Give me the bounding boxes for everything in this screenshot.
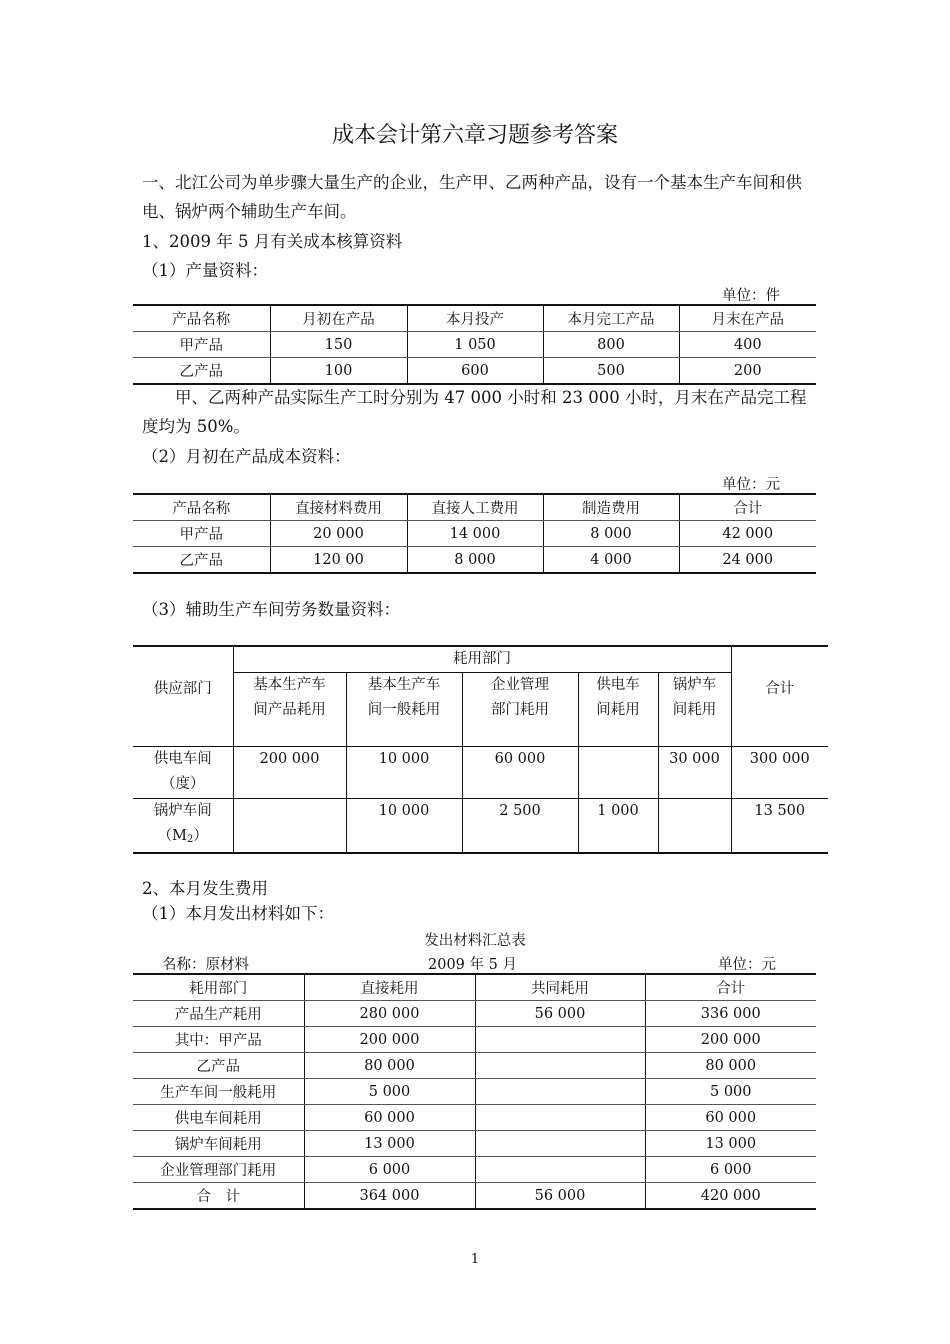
table-row <box>133 1079 816 1105</box>
table-cell: 13 500 <box>731 799 828 854</box>
table-row <box>133 358 816 385</box>
table-cell: 10 000 <box>346 799 462 854</box>
table-header-row <box>133 646 828 673</box>
table-cell: 56 000 <box>475 1001 645 1027</box>
table-cell <box>475 1027 645 1053</box>
table-row <box>133 332 816 358</box>
header-cell: 锅炉车 间耗用 <box>658 673 731 747</box>
table-cell <box>475 1105 645 1131</box>
table-cell: 200 000 <box>233 747 346 799</box>
subsection-4-heading: （1）本月发出材料如下： <box>142 904 334 923</box>
table-cell: 60 000 <box>645 1105 816 1131</box>
header-cell: 产品名称 <box>133 305 270 332</box>
header-cell: 共同耗用 <box>475 974 645 1001</box>
consuming-department-header: 耗用部门 <box>233 646 731 673</box>
materials-date-label: 2009 年 5 月 <box>428 957 517 973</box>
table-cell: 乙产品 <box>133 1053 304 1079</box>
table-cell: 200 <box>679 358 816 385</box>
table-cell: 400 <box>679 332 816 358</box>
section-1-heading: 1、2009 年 5 月有关成本核算资料 <box>142 232 403 251</box>
header-cell: 月末在产品 <box>679 305 816 332</box>
table-cell: 150 <box>270 332 407 358</box>
table-row <box>133 1105 816 1131</box>
total-header: 合计 <box>731 646 828 747</box>
opening-wip-cost-table <box>133 493 816 574</box>
table-cell <box>658 799 731 854</box>
table-cell: 生产车间一般耗用 <box>133 1079 304 1105</box>
table-cell: 乙产品 <box>133 358 270 385</box>
table-header-row <box>133 494 816 521</box>
table-cell: 14 000 <box>407 521 543 547</box>
table-cell: 锅炉车间 $(M_2)$ <box>133 799 233 854</box>
header-cell: 月初在产品 <box>270 305 407 332</box>
table-cell <box>475 1157 645 1183</box>
table-cell: 24 000 <box>679 547 816 574</box>
materials-table-caption: 发出材料汇总表 <box>424 933 526 949</box>
table-cell: 2 500 <box>462 799 578 854</box>
table-cell: 600 <box>407 358 543 385</box>
materials-issued-summary-table <box>133 973 816 1210</box>
table-cell: 8 000 <box>543 521 679 547</box>
table-cell: 锅炉车间耗用 <box>133 1131 304 1157</box>
table-row <box>133 547 816 574</box>
table-cell: 5 000 <box>304 1079 475 1105</box>
table-row <box>133 1131 816 1157</box>
table-cell: 60 000 <box>462 747 578 799</box>
header-cell: 直接耗用 <box>304 974 475 1001</box>
table-cell: 供电车间 （度） <box>133 747 233 799</box>
table-cell <box>475 1079 645 1105</box>
intro-paragraph: 一、北江公司为单步骤大量生产的企业，生产甲、乙两种产品，设有一个基本生产车间和供电、锅炉两个辅助生产车间。 <box>142 173 802 221</box>
table-row <box>133 1027 816 1053</box>
table1-unit: 单位：件 <box>722 288 780 304</box>
table-row <box>133 1001 816 1027</box>
header-cell: 企业管理 部门耗用 <box>462 673 578 747</box>
table2-unit: 单位：元 <box>722 477 780 493</box>
table-row <box>133 521 816 547</box>
table-cell: 420 000 <box>645 1183 816 1210</box>
header-cell: 供电车 间耗用 <box>578 673 658 747</box>
work-hours-note: 甲、乙两种产品实际生产工时分别为 47 000 小时和 23 000 小时，月末在产品完工程度均为 50%。 <box>142 388 807 436</box>
table-cell: 合 计 <box>133 1183 304 1210</box>
table-cell: 1 050 <box>407 332 543 358</box>
header-cell: 基本生产车 间产品耗用 <box>233 673 346 747</box>
table-cell: 364 000 <box>304 1183 475 1210</box>
table-cell: 企业管理部门耗用 <box>133 1157 304 1183</box>
header-cell: 制造费用 <box>543 494 679 521</box>
header-cell: 合计 <box>679 494 816 521</box>
table-cell: 4 000 <box>543 547 679 574</box>
table-row <box>133 1183 816 1210</box>
header-cell: 直接材料费用 <box>270 494 407 521</box>
table-cell: 200 000 <box>304 1027 475 1053</box>
table-cell: 120 00 <box>270 547 407 574</box>
table-cell: 1 000 <box>578 799 658 854</box>
materials-name-label: 名称：原材料 <box>162 957 249 973</box>
table-cell: 42 000 <box>679 521 816 547</box>
table-subheader-row <box>133 673 828 747</box>
table-cell: 20 000 <box>270 521 407 547</box>
table-cell: 80 000 <box>645 1053 816 1079</box>
table-cell: 60 000 <box>304 1105 475 1131</box>
table-cell: 280 000 <box>304 1001 475 1027</box>
table-row <box>133 1157 816 1183</box>
table-cell: 13 000 <box>304 1131 475 1157</box>
table-cell: 500 <box>543 358 679 385</box>
table-cell: 6 000 <box>304 1157 475 1183</box>
table-cell: 80 000 <box>304 1053 475 1079</box>
table-cell: 300 000 <box>731 747 828 799</box>
table-cell: 6 000 <box>645 1157 816 1183</box>
materials-unit-label: 单位：元 <box>718 957 776 973</box>
table-cell: 产品生产耗用 <box>133 1001 304 1027</box>
header-cell: 基本生产车 间一般耗用 <box>346 673 462 747</box>
table-cell <box>475 1053 645 1079</box>
header-cell: 本月完工产品 <box>543 305 679 332</box>
subsection-1-heading: （1）产量资料： <box>142 261 268 280</box>
table-cell: 800 <box>543 332 679 358</box>
table-cell <box>475 1131 645 1157</box>
table-row <box>133 747 828 799</box>
header-cell: 产品名称 <box>133 494 270 521</box>
supply-department-header: 供应部门 <box>133 646 233 747</box>
table-cell: 200 000 <box>645 1027 816 1053</box>
auxiliary-service-table <box>133 645 828 854</box>
header-cell: 合计 <box>645 974 816 1001</box>
table-cell: 10 000 <box>346 747 462 799</box>
table-header-row <box>133 305 816 332</box>
table-cell: 336 000 <box>645 1001 816 1027</box>
table-header-row <box>133 974 816 1001</box>
table-cell: 供电车间耗用 <box>133 1105 304 1131</box>
subsection-3-heading: （3）辅助生产车间劳务数量资料： <box>142 600 400 619</box>
table-cell <box>233 799 346 854</box>
table-cell: 甲产品 <box>133 521 270 547</box>
table-cell: 8 000 <box>407 547 543 574</box>
table-row <box>133 1053 816 1079</box>
production-quantity-table <box>133 304 816 385</box>
page-number: 1 <box>470 1252 480 1267</box>
table-cell: 其中：甲产品 <box>133 1027 304 1053</box>
table-cell: 30 000 <box>658 747 731 799</box>
subsection-2-heading: （2）月初在产品成本资料： <box>142 447 351 466</box>
page-title: 成本会计第六章习题参考答案 <box>331 123 618 148</box>
table-cell: 甲产品 <box>133 332 270 358</box>
table-cell: 5 000 <box>645 1079 816 1105</box>
table-cell: 100 <box>270 358 407 385</box>
table-cell <box>578 747 658 799</box>
table-cell: 乙产品 <box>133 547 270 574</box>
header-cell: 直接人工费用 <box>407 494 543 521</box>
table-cell: 13 000 <box>645 1131 816 1157</box>
section-2-heading: 2、本月发生费用 <box>142 879 268 898</box>
table-row <box>133 799 828 854</box>
header-cell: 本月投产 <box>407 305 543 332</box>
table-cell: 56 000 <box>475 1183 645 1210</box>
header-cell: 耗用部门 <box>133 974 304 1001</box>
